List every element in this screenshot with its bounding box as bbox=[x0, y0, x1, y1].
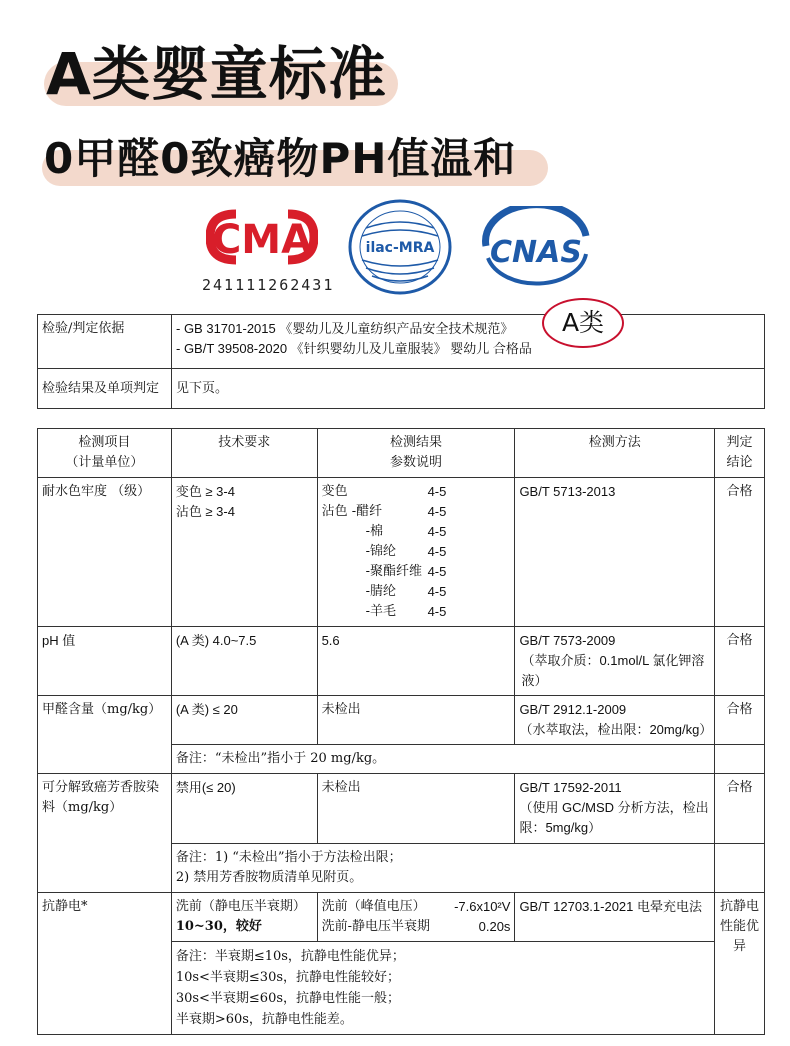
svg-text:CMA: CMA bbox=[211, 217, 313, 263]
cnas-logo bbox=[474, 206, 598, 286]
test-table bbox=[37, 428, 765, 1035]
water-item: 耐水色牢度 （级） bbox=[38, 478, 172, 627]
page-title: A类婴童标准 bbox=[46, 40, 387, 108]
amine-note-1: 备注：1) “未检出”指小于方法检出限； bbox=[175, 850, 402, 865]
static-verdict: 抗静电性能优异 bbox=[715, 893, 765, 1035]
formaldehyde-note: 备注：“未检出”指小于 20 mg/kg。 bbox=[171, 745, 714, 774]
water-result-label: -棉 bbox=[365, 524, 383, 539]
result-label: 检验结果及单项判定 bbox=[38, 369, 172, 409]
static-req bbox=[171, 893, 317, 942]
header-item-label: 检测项目 bbox=[78, 435, 131, 450]
water-method: GB/T 5713-2013 bbox=[515, 478, 715, 627]
basis-label: 检验/判定依据 bbox=[38, 315, 172, 369]
header-method: 检测方法 bbox=[515, 429, 715, 478]
amine-method bbox=[515, 774, 715, 844]
water-result-label: -锦纶 bbox=[365, 544, 396, 559]
amine-item: 可分解致癌芳香胺染料（mg/kg） bbox=[38, 774, 172, 893]
amine-method-2: （使用 GC/MSD 分析方法，检出限：5mg/kg） bbox=[519, 800, 709, 835]
static-result bbox=[317, 893, 515, 942]
static-note-1: 备注：半衰期≤10s，抗静电性能优异； bbox=[175, 949, 405, 964]
static-res2-label: 洗前-静电压半衰期 bbox=[321, 919, 430, 934]
water-results bbox=[317, 478, 515, 627]
water-result-label: -腈纶 bbox=[365, 584, 396, 599]
water-result-value: 4-5 bbox=[427, 504, 447, 519]
ph-method-1: GB/T 7573-2009 bbox=[519, 633, 616, 648]
water-result-label: 沾色 -醋纤 bbox=[321, 504, 383, 519]
result-value: 见下页。 bbox=[172, 369, 765, 409]
ph-verdict: 合格 bbox=[715, 627, 765, 696]
formaldehyde-item: 甲醛含量（mg/kg） bbox=[38, 696, 172, 774]
formaldehyde-req: (A 类) ≤ 20 bbox=[171, 696, 317, 745]
amine-note-2: 2) 禁用芳香胺物质清单见附页。 bbox=[175, 870, 363, 885]
svg-text:ilac-MRA: ilac-MRA bbox=[365, 240, 435, 256]
header-verdict-2: 结论 bbox=[726, 455, 753, 470]
static-method: GB/T 12703.1-2021 电晕充电法 bbox=[515, 893, 715, 942]
water-result-value: 4-5 bbox=[427, 564, 447, 579]
water-verdict: 合格 bbox=[715, 478, 765, 627]
static-res1-label: 洗前（峰值电压） bbox=[321, 899, 426, 914]
static-note bbox=[171, 942, 714, 1035]
formaldehyde-method-2: （水萃取法，检出限：20mg/kg） bbox=[519, 722, 713, 737]
formaldehyde-method-1: GB/T 2912.1-2009 bbox=[519, 702, 627, 717]
ph-item: pH 值 bbox=[38, 627, 172, 696]
header-result-label: 检测结果 bbox=[390, 435, 443, 450]
ph-result: 5.6 bbox=[317, 627, 515, 696]
header-req: 技术要求 bbox=[171, 429, 317, 478]
water-result-value: 4-5 bbox=[427, 544, 447, 559]
water-result-value: 4-5 bbox=[427, 604, 447, 619]
header-verdict bbox=[715, 429, 765, 478]
page-subtitle: 0甲醛0致癌物PH值温和 bbox=[44, 134, 517, 183]
amine-verdict: 合格 bbox=[715, 774, 765, 844]
static-note-3: 30s<半衰期≤60s，抗静电性能一般； bbox=[175, 991, 401, 1006]
header-item-unit: （计量单位） bbox=[65, 455, 144, 470]
formaldehyde-note-blank bbox=[715, 745, 765, 774]
water-req bbox=[171, 478, 317, 627]
water-result-value: 4-5 bbox=[427, 484, 447, 499]
water-result-label: 变色 bbox=[321, 484, 348, 499]
water-result-value: 4-5 bbox=[427, 524, 447, 539]
water-result-value: 4-5 bbox=[427, 584, 447, 599]
basis-table bbox=[37, 314, 765, 409]
cma-number: 241111262431 bbox=[202, 276, 335, 294]
amine-result: 未检出 bbox=[317, 774, 515, 844]
amine-req: 禁用(≤ 20) bbox=[171, 774, 317, 844]
water-req-1: 变色 ≥ 3-4 bbox=[175, 484, 235, 499]
static-res2-value: 0.20s bbox=[478, 919, 511, 934]
basis-line2: - GB/T 39508-2020 《针织婴幼儿及儿童服装》 婴幼儿 合格品 bbox=[176, 341, 532, 356]
water-req-2: 沾色 ≥ 3-4 bbox=[175, 504, 235, 519]
svg-text:CNAS: CNAS bbox=[490, 235, 582, 270]
basis-content bbox=[172, 315, 765, 369]
static-req-1: 洗前（静电压半衰期） bbox=[175, 899, 306, 914]
a-class-badge: A类 bbox=[542, 298, 624, 348]
header-item bbox=[38, 429, 172, 478]
static-res1-value: -7.6x10²V bbox=[454, 899, 511, 914]
header-result-sub: 参数说明 bbox=[390, 455, 443, 470]
cma-logo bbox=[206, 206, 318, 268]
basis-line1: - GB 31701-2015 《婴幼儿及儿童纺织产品安全技术规范》 bbox=[176, 321, 514, 336]
formaldehyde-method bbox=[515, 696, 715, 745]
amine-note-blank bbox=[715, 844, 765, 893]
formaldehyde-result: 未检出 bbox=[317, 696, 515, 745]
amine-note bbox=[171, 844, 714, 893]
static-req-2: 10~30，较好 bbox=[175, 919, 262, 934]
static-note-2: 10s<半衰期≤30s，抗静电性能较好； bbox=[175, 970, 401, 985]
header-verdict-1: 判定 bbox=[726, 435, 753, 450]
formaldehyde-verdict: 合格 bbox=[715, 696, 765, 745]
amine-method-1: GB/T 17592-2011 bbox=[519, 780, 622, 795]
static-note-4: 半衰期>60s，抗静电性能差。 bbox=[175, 1012, 353, 1027]
ph-method-2: （萃取介质：0.1mol/L 氯化钾溶液） bbox=[521, 653, 705, 688]
ilac-mra-logo bbox=[346, 198, 454, 296]
ph-req: (A 类) 4.0~7.5 bbox=[171, 627, 317, 696]
ph-method bbox=[515, 627, 715, 696]
water-result-label: -聚酯纤维 bbox=[365, 564, 422, 579]
header-result bbox=[317, 429, 515, 478]
static-item: 抗静电* bbox=[38, 893, 172, 1035]
water-result-label: -羊毛 bbox=[365, 604, 396, 619]
